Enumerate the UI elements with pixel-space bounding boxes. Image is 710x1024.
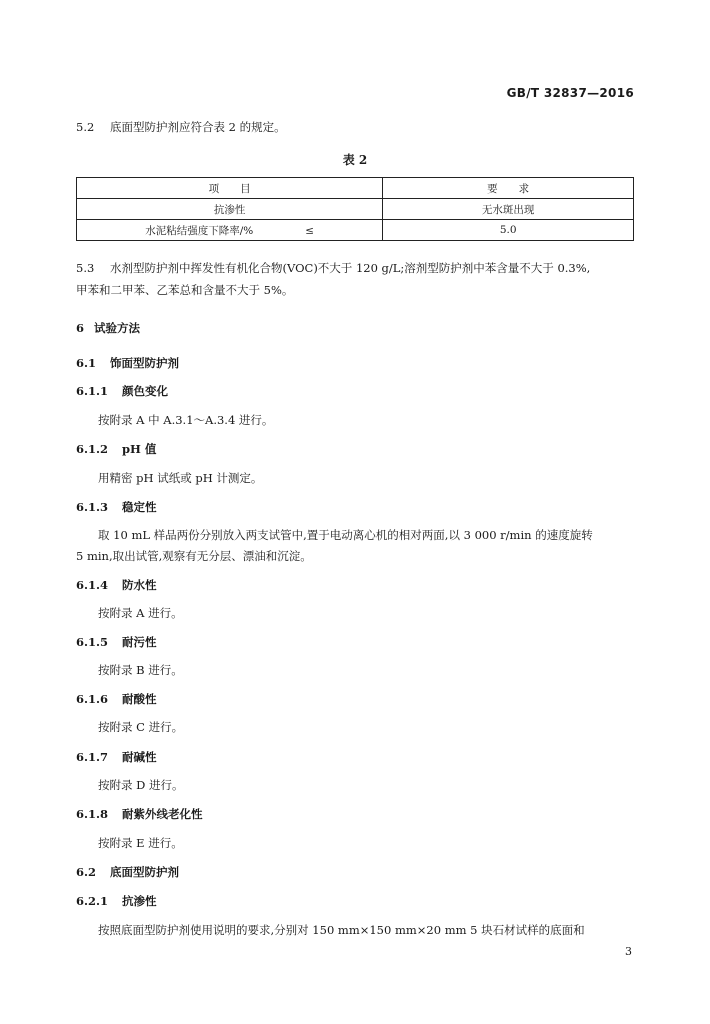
standard-code: GB/T 32837—2016	[506, 86, 634, 100]
table-row	[77, 220, 634, 241]
section-title: 耐污性	[122, 635, 157, 649]
requirements-table	[76, 177, 634, 241]
section-6-1-4-body: 按附录 A 进行。	[98, 606, 183, 620]
clause-text: 底面型防护剂应符合表 2 的规定。	[110, 120, 286, 134]
section-6-1-3-body-line1: 取 10 mL 样品两份分别放入两支试管中,置于电动离心机的相对两面,以 3 000 r/min 的速度旋转	[98, 528, 593, 542]
section-6-1-5-heading	[76, 634, 157, 650]
section-6-1-3-body-line2: 5 min,取出试管,观察有无分层、漂油和沉淀。	[76, 549, 312, 563]
section-6-1-8-heading	[76, 806, 203, 822]
section-title: pH 值	[122, 442, 157, 456]
clause-text: 水剂型防护剂中挥发性有机化合物(VOC)不大于 120 g/L;溶剂型防护剂中苯含量不大于 0.3%,	[110, 261, 591, 275]
section-number: 6.1.4	[76, 578, 109, 592]
clause-number: 5.3	[76, 261, 95, 275]
section-6-1-3-heading	[76, 499, 157, 515]
section-6-2-1-body: 按照底面型防护剂使用说明的要求,分别对 150 mm×150 mm×20 mm 5 块石材试样的底面和	[98, 923, 585, 937]
section-6-1-2-heading	[76, 441, 156, 457]
section-number: 6.1.3	[76, 500, 109, 514]
section-6-2-heading	[76, 864, 179, 880]
section-6-1-6-heading	[76, 691, 157, 707]
section-6-1-7-heading	[76, 749, 157, 765]
table-cell-item: 水泥粘结强度下降率/% ≤	[77, 220, 383, 241]
page-number: 3	[625, 945, 632, 958]
section-title: 耐碱性	[122, 750, 157, 764]
section-number: 6.1.1	[76, 384, 109, 398]
section-6-1-5-body: 按附录 B 进行。	[98, 663, 183, 677]
section-number: 6.2.1	[76, 894, 109, 908]
section-title: 稳定性	[122, 500, 157, 514]
section-6-heading	[76, 320, 140, 336]
table-cell-requirement: 无水斑出现	[383, 199, 634, 220]
clause-5-2	[76, 119, 286, 135]
table-header-cell: 项 目	[77, 178, 383, 199]
section-number: 6.1.8	[76, 807, 109, 821]
section-6-2-1-heading	[76, 893, 157, 909]
section-6-1-6-body: 按附录 C 进行。	[98, 720, 184, 734]
table-row	[77, 199, 634, 220]
section-title: 防水性	[122, 578, 157, 592]
clause-number: 5.2	[76, 120, 95, 134]
section-title: 饰面型防护剂	[110, 356, 179, 370]
section-number: 6.1.5	[76, 635, 109, 649]
section-6-1-1-heading	[76, 383, 168, 399]
section-number: 6.2	[76, 865, 97, 879]
table-cell-item: 抗渗性	[77, 199, 383, 220]
section-6-1-4-heading	[76, 577, 157, 593]
section-6-1-1-body: 按附录 A 中 A.3.1～A.3.4 进行。	[98, 413, 274, 427]
table-title: 表 2	[342, 153, 368, 167]
less-equal-symbol: ≤	[305, 224, 315, 237]
section-title: 底面型防护剂	[110, 865, 179, 879]
section-number: 6.1.6	[76, 692, 109, 706]
section-6-1-2-body: 用精密 pH 试纸或 pH 计测定。	[98, 471, 263, 485]
section-6-1-7-body: 按附录 D 进行。	[98, 778, 184, 792]
section-6-1-8-body: 按附录 E 进行。	[98, 836, 183, 850]
clause-5-3	[76, 260, 590, 276]
section-number: 6.1.7	[76, 750, 109, 764]
section-6-1-heading	[76, 355, 179, 371]
table-header-cell: 要 求	[383, 178, 634, 199]
section-number: 6.1.2	[76, 442, 109, 456]
section-title: 耐紫外线老化性	[122, 807, 203, 821]
section-title: 试验方法	[94, 321, 140, 335]
section-number: 6.1	[76, 356, 97, 370]
section-title: 颜色变化	[122, 384, 168, 398]
section-number: 6	[76, 321, 85, 335]
section-title: 抗渗性	[122, 894, 157, 908]
clause-5-3-cont: 甲苯和二甲苯、乙苯总和含量不大于 5%。	[76, 283, 294, 297]
table-cell-requirement: 5.0	[383, 220, 634, 241]
table-header-row	[77, 178, 634, 199]
section-title: 耐酸性	[122, 692, 157, 706]
